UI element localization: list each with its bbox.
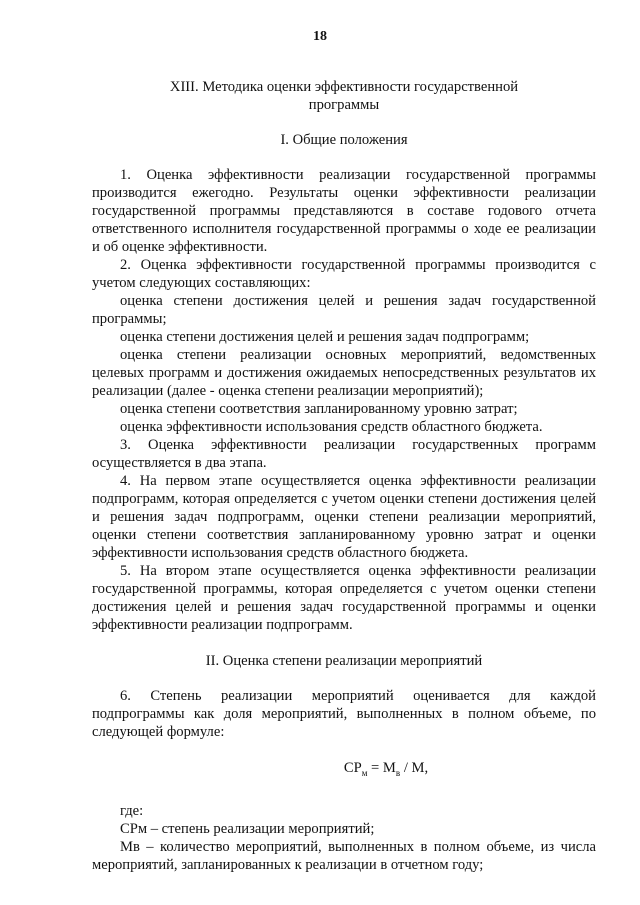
paragraph-1: 1. Оценка эффективности реализации государственной программы производится ежегодно. Результаты оценки эффективности реализации государственной программы представляются в составе годового отчета ответственного исполнителя государственной программы о ходе ее реализации и об оценке эффективности. (92, 167, 596, 255)
section-title-line2: программы (308, 97, 380, 113)
where-label: где: (120, 802, 144, 819)
definition-srm: СРм – степень реализации мероприятий; (120, 820, 375, 837)
list-item-goals-program: оценка степени достижения целей и решения задач государственной программы; (92, 293, 596, 327)
page-number: 18 (313, 29, 327, 44)
formula-lhs-subscript: м (361, 767, 368, 778)
section-title-line1: XIII. Методика оценки эффективности государственной (169, 79, 519, 95)
list-item-activities: оценка степени реализации основных мероприятий, ведомственных целевых программ и достижения ожидаемых непосредственных результатов их реализации (далее - оценка степени реализации мероприятий); (92, 347, 596, 399)
paragraph-2: 2. Оценка эффективности государственной программы производится с учетом следующих составляющих: (92, 257, 596, 291)
document-body (92, 78, 596, 874)
paragraph-4: 4. На первом этапе осуществляется оценка эффективности реализации подпрограмм, которая определяется с учетом оценки степени достижения целей и решения задач подпрограмм, оценки степени реализации мероприятий, оценки степени соответствия запланированному уровню затрат и оценки эффективности использования средств областного бюджета. (92, 473, 596, 561)
formula (92, 759, 596, 782)
definition-mv: Мв – количество мероприятий, выполненных в полном объеме, из числа мероприятий, запланированных к реализации в отчетном году; (92, 838, 596, 873)
list-item-costs: оценка степени соответствия запланированному уровню затрат; (120, 401, 518, 417)
subsection-title-activities: II. Оценка степени реализации мероприятий (205, 653, 483, 669)
paragraph-6: 6. Степень реализации мероприятий оценивается для каждой подпрограммы как доля мероприятий, выполненных в полном объеме, по следующей формуле: (92, 688, 596, 740)
formula-eq: = М (367, 760, 396, 776)
formula-mid-subscript: в (395, 767, 401, 778)
formula-rhs: / М, (400, 760, 429, 776)
paragraph-3: 3. Оценка эффективности реализации государственных программ осуществляется в два этапа. (92, 437, 596, 471)
paragraph-5: 5. На втором этапе осуществляется оценка эффективности реализации государственной программы, которая определяется с учетом оценки степени достижения целей и решения задач государственной программы и оценки эффективности реализации подпрограмм. (92, 563, 596, 633)
list-item-budget: оценка эффективности использования средств областного бюджета. (120, 419, 543, 435)
list-item-goals-subprograms: оценка степени достижения целей и решения задач подпрограмм; (120, 329, 530, 345)
section-title (92, 78, 596, 114)
formula-lhs: СР (343, 760, 362, 776)
subsection-title-general: I. Общие положения (280, 132, 408, 148)
